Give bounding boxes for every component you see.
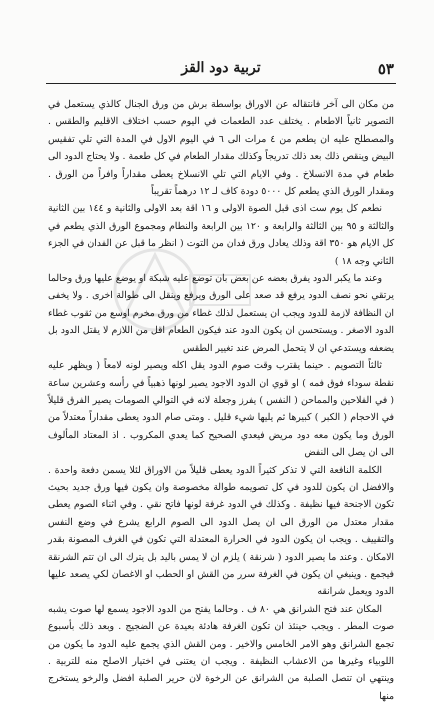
page-number: ٥٣ [377, 60, 394, 78]
page-header [48, 60, 394, 80]
paragraph: ثالثاً التصويم . حينما يقترب وقت صوم الدود يقل اكله ويصير لونه لامعاً ( ويظهر عليه نقطة سوداء فوق فمه ) او قوي ان الدود الاجود يصير لونها ذهبياً في رأسه وعشرين ساعة ( في الفلاحين والمماحن ( النفس ) يفرز وجعلة لانه في التوالي الصومات يصير الفرق قليلاً في الاحجام ( الكبر ) كبيرها ثم يليها شيء قليل . ومتى صام الدود يعطى مقداراً معتدلاً من الورق وما يكون معه دود مريض فيعدي الصحيح كما يعدي المكروب . اذ المعتاد المألوف الى ان يصل الى النفض [48, 360, 394, 459]
running-title: تربية دود القز [181, 60, 261, 76]
paragraph: نطعم كل يوم ست اذى قبل الصوة الاولى و ١٦ اقة بعد الاولى والثانية و ١٤٤ بين الثانية والثالثة و ٩٥ بين الثالثة والرابعة و ١٢٠ بين الرابعة والنطام ومجموع الورق الذي يطعم في كل الايام هو ٣٥٠ اقة وذلك يعادل ورق فدان من التوت ( انظر ما قبل عن الفدان في الجزء الثاني وجه ١٨ ) [48, 203, 394, 267]
page-body [47, 96, 394, 702]
header-rule [46, 83, 396, 84]
paragraph: من مكان الى آخر فانتقاله عن الاوراق بواسطة برش من ورق الجنال كالذي يستعمل في التصوير ثانياً الاطعام . يختلف عدد الطعمات في اليوم حسب اختلاف الاقليم والطقس . والمصطلح عليه ان يطعم من ٤ مرات الى ٦ في اليوم الاول في المدة التي تلي تفقيس البيض وينقص ذلك بعد ذلك تدريجاً وكذلك مقدار الطعام في كل طعمة . ولا يحتاج الدود الى طعام في مدة الانسلاخ . وفي الايام التي تلي الانسلاخ يعطى مقداراً وافراً من الورق . ومقدار الورق الذي يطعم كل ٥٠٠٠ دودة كاف لـ ١٢ درهماً تقريباً [48, 99, 394, 198]
paragraph: المكان عند فتح الشرانق هي ٨٠ ف . وحالما يفتح من الدود الاجود يسمع لها صوت يشبه صوت المطر . ويجب حينئذ ان تكون الغرفة هادئة بعيدة عن الضجيج . وبعد ذلك بأسبوع تجمع الشرانق وهو الامر الخامس والاخير . ومن القش الذي يجمع عليه الدود ما يكون من اللوبياء وغيرها من الاعشاب النظيفة . ويجب ان يعتنى في اختيار الاصلح منه للتربية . وينتهي ان تتصل الصلبة من الشرانق عن الرخوة لان حرير الصلبة افضل والرخو يستخرج منها [48, 603, 394, 702]
paragraph: وعند ما يكبر الدود يفرق بعضه عن بعض بان توضع عليه شبكة او يوضع عليها ورق وحالما يرتقي نحو نصف الدود يرفع قد صعد على الورق ويرفع وينقل الى طوالة اخرى . ولا يخفى ان النظافة لازمة للدود ويجب ان يستعمل لذلك غطاء من ورق مخرم اوسع من ثقوب غطاء الدود الاصغر . ويستحسن ان يكون الدود عند فيكون الطعام اقل من اللازم لا يقتل الدود بل يضعفه ويستدعي ان لا يتحمل المرض عند تغيير الطقس [47, 273, 394, 354]
paragraph: الكلمة النافعة التي لا تذكر كثيراً الدود يعطى قليلاً من الاوراق لئلا يسمن دفعة واحدة . والافضل ان يكون للدود في كل تصويمه طوالة مخصوصة وان يكون فيها ورق جديد بحيث تكون الاجنحة فيها نظيفة . وكذلك في الدود غرفة لونها فاتح نقي . وفي اثناء الصوم يعطى مقدار معتدل من الورق الى ان يصل الدود الى الصوم الرابع يشرع في وضع النفس والتقييف . ويجب ان يكون الدود في الحرارة المعتدلة التي تكون في الغرف المصونة بقدر الامكان . وعند ما يصير الدود ( شرنقة ) يلزم ان لا يمس باليد بل يترك الى ان تتم الشرنقة فيجمع . وينبغي ان يكون في الغرفة سرر من القش او الحطب او الاغصان لكي يصعد عليها الدود ويعمل شرانقه [48, 464, 394, 598]
